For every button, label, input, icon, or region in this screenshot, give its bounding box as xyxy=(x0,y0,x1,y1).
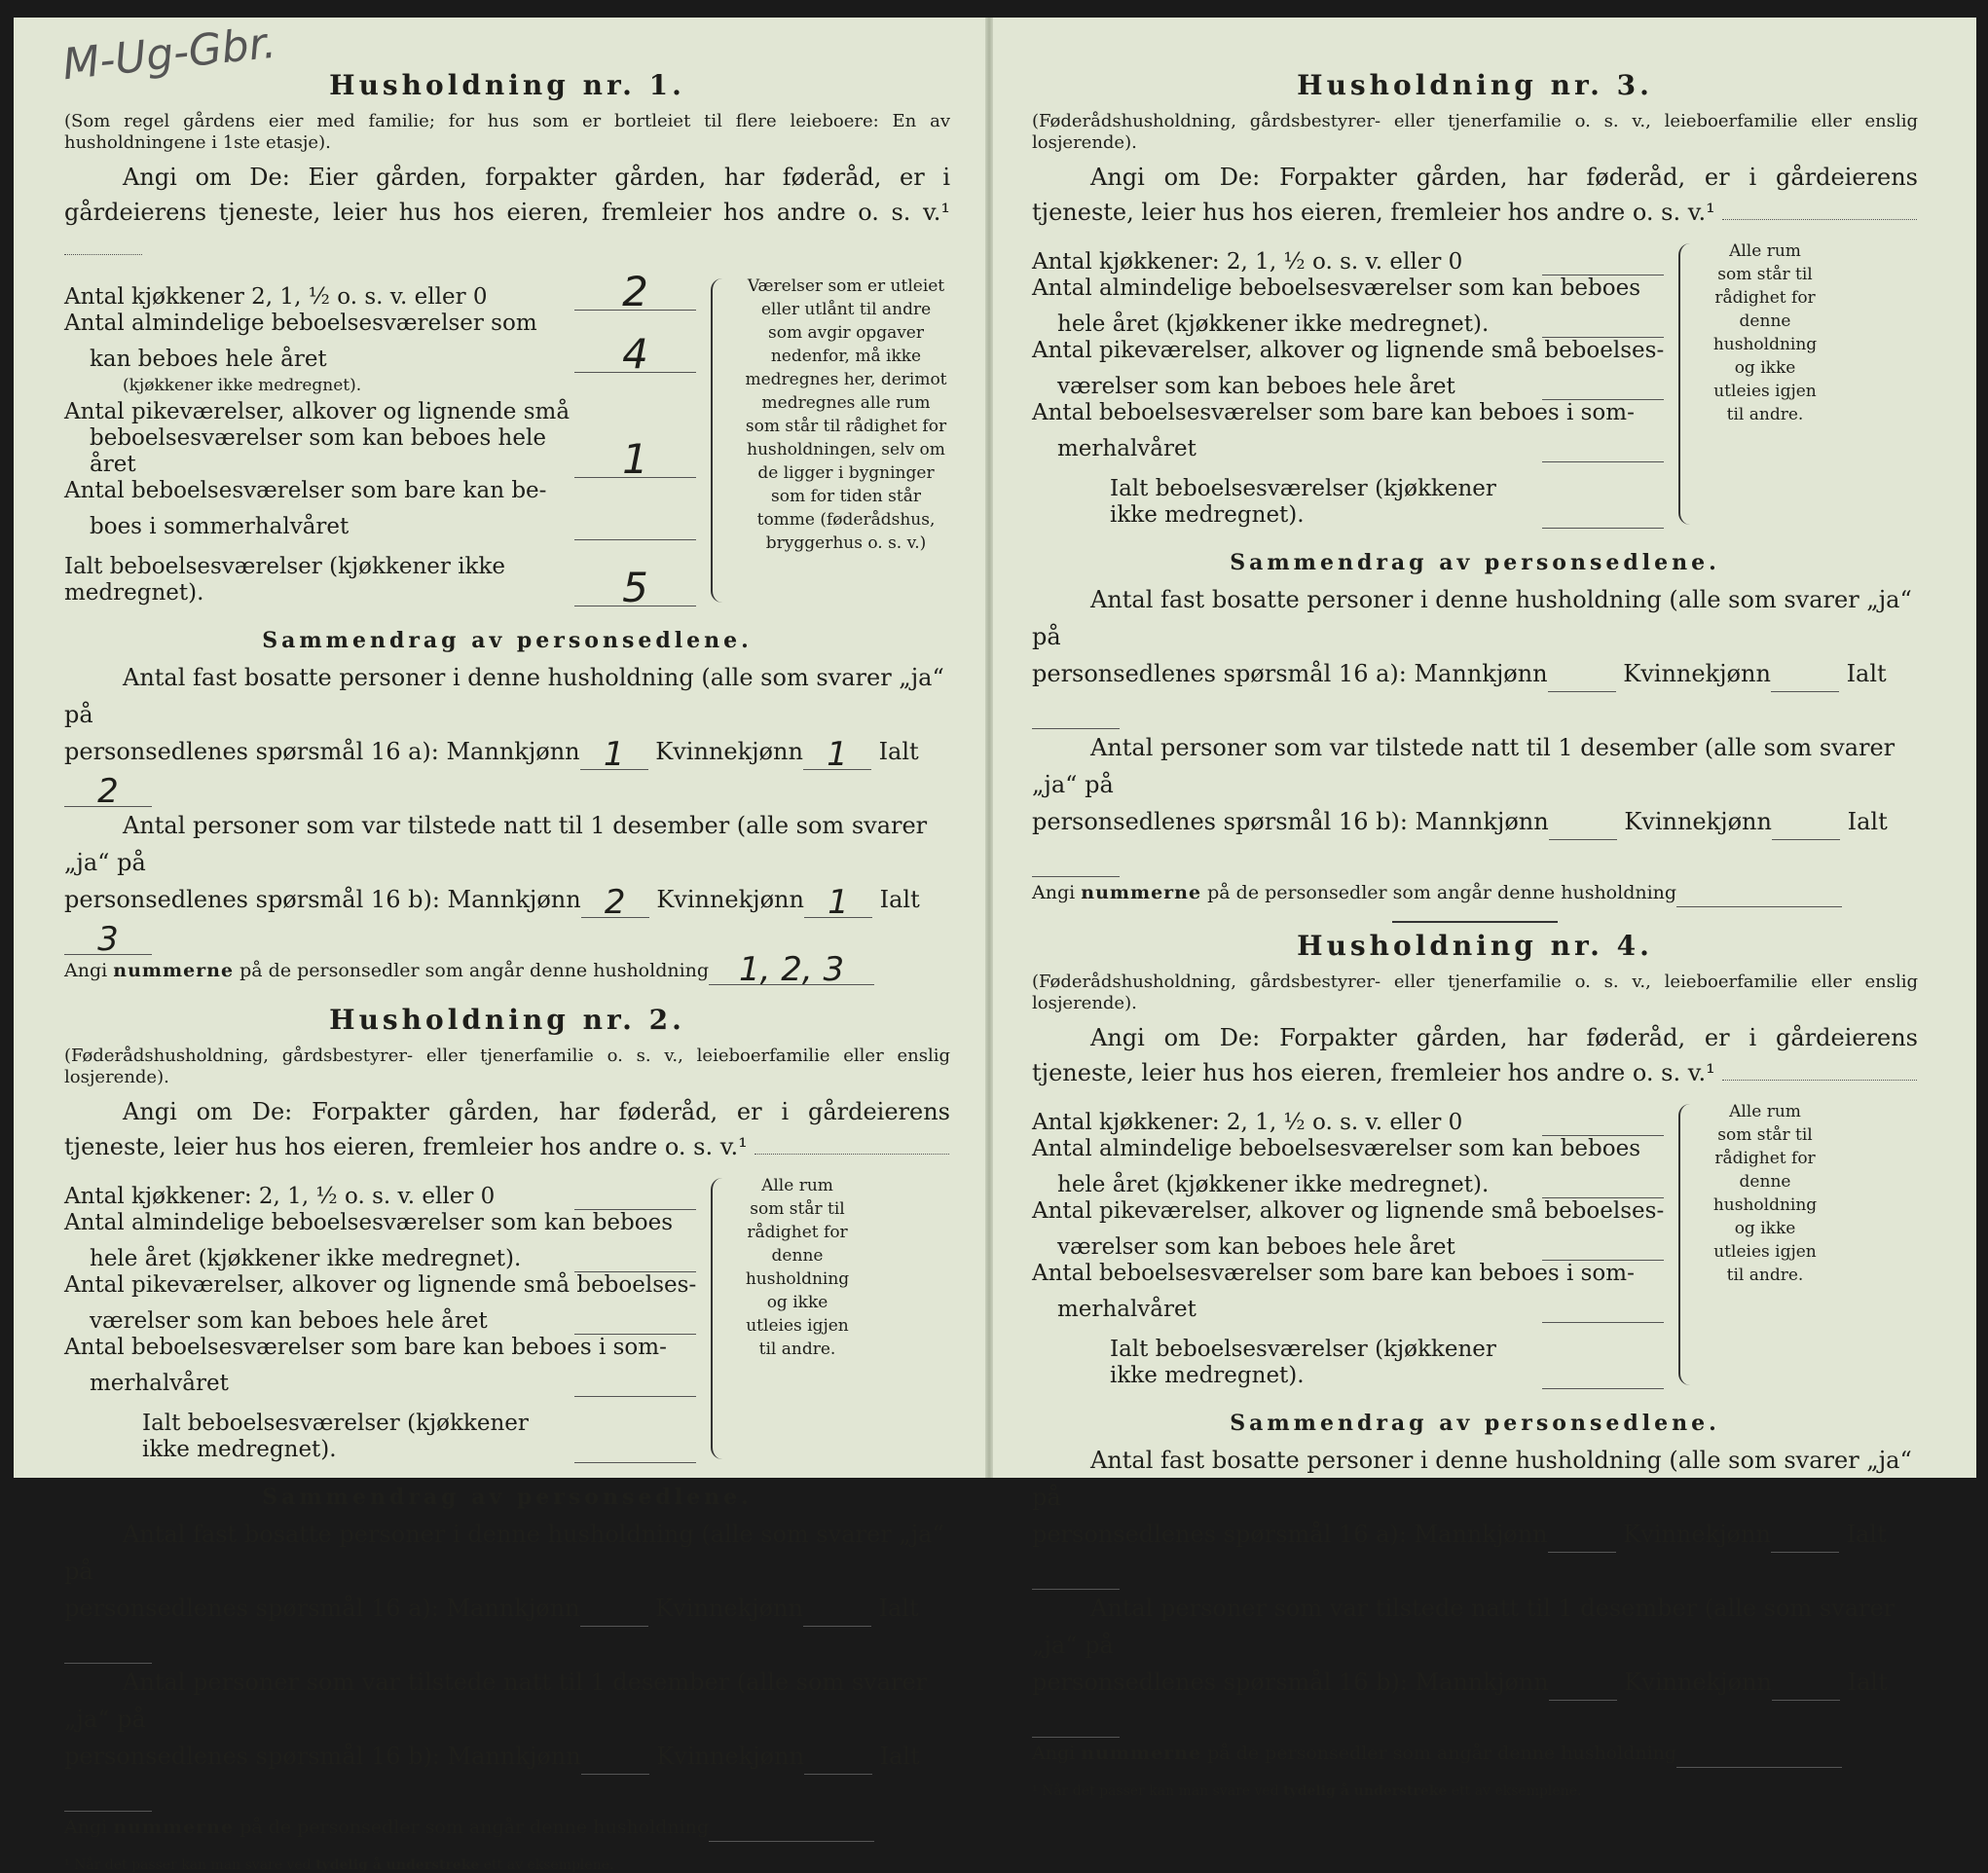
h1-fast-female[interactable]: 1 xyxy=(803,740,871,770)
h4-value-summer[interactable] xyxy=(1542,1287,1664,1323)
h2-fast-female[interactable] xyxy=(803,1597,871,1627)
h2-value-ordinary[interactable] xyxy=(574,1236,696,1272)
h3-value-kitchens[interactable] xyxy=(1542,239,1664,275)
h2-value-small[interactable] xyxy=(574,1299,696,1335)
right-page xyxy=(1032,68,1918,1799)
h2-numbers-value[interactable] xyxy=(709,1812,874,1842)
h4-fast-female[interactable] xyxy=(1771,1523,1839,1553)
h2-present-female[interactable] xyxy=(804,1744,872,1775)
household-3-rooms: Antal kjøkkener: 2, 1, ½ o. s. v. eller 0 Antal almindelige beboelsesværelser som kan beboes hele året (kjøkkener ikke medregnet). Antal pikeværelser, alkover og lignende små beboelses- værelser som kan beboes hele året Antal beboelsesværelser som bare kan beboes i som- merhalvåret Ialt beboelsesværelser (kjøkkener ikke medregnet). Alle rum som står til rådighet for denne husholdning og ikke utleies igjen til andre. xyxy=(1032,241,1818,528)
left-page xyxy=(64,68,950,1873)
h1-summary-title: Sammendrag av personsedlene. xyxy=(262,628,753,653)
h1-numbers-value[interactable]: 1, 2, 3 xyxy=(709,955,874,985)
h3-value-ordinary[interactable] xyxy=(1542,302,1664,338)
h2-summary-title: Sammendrag av personsedlene. xyxy=(262,1485,753,1510)
household-1: Husholdning nr. 1. (Som regel gårdens eier med familie; for hus som er bortleiet til flere leieboere: En av husholdningene i 1ste etasje). Angi om De: Eier gården, forpakter gården, har føderåd, er i gårdeierens tjeneste, leier hus hos eieren, fremleier hos andre o. s. v.¹ Antal kjøkkener 2, 1, ½ o. s. v. eller 0 2 Antal almindelige beboelsesværelser som kan beboes hele året 4 (kjøkkener ikke medregnet). Antal pikeværelser, alkover og lignende små beboelsesværelser som kan beboes hele året 1 Antal beboelsesværelser som bare kan be- boes i sommerhalvåret Ialt beboelsesværelser (kjøkkener ikke medregnet). 5 Værelser som er utleiet eller utlånt til andre som avgir opgaver nedenfor, må ikke medregnes her, derimot medregnes alle rum som står til rådighet for husholdningen, selv om de ligger i bygninger som for tiden står tomme (føderådshus, bryggerhus o. s. v.) Sammendrag av personsedlene. Antal fast bosatte personer i denne husholdning (alle som svarer „ja“ på personsedlenes spørsmål 16 a): Mannkjønn 1 Kvinnekjønn 1 Ialt2 Antal personer som var tilstede natt til 1 desember (alle som svarer „ja“ på personsedlenes spørsmål 16 b): Mannkjønn 2 Kvinnekjønn 1 Ialt3 Angi nummerne på de personsedler som angår denne husholdning 1, 2, 3 xyxy=(64,69,950,989)
h3-side-note: Alle rum som står til rådighet for denne husholdning og ikke utleies igjen til andre. xyxy=(1712,241,1818,424)
h4-present-female[interactable] xyxy=(1772,1671,1840,1701)
household-2-rooms: Antal kjøkkener: 2, 1, ½ o. s. v. eller 0 Antal almindelige beboelsesværelser som kan beboes hele året (kjøkkener ikke medregnet). Antal pikeværelser, alkover og lignende små beboelses- værelser som kan beboes hele året Antal beboelsesværelser som bare kan beboes i som- merhalvåret Ialt beboelsesværelser (kjøkkener ikke medregnet). Alle rum som står til rådighet for denne husholdning og ikke utleies igjen til andre. xyxy=(64,1176,850,1462)
household-3: Husholdning nr. 3. (Føderådshusholdning, gårdsbestyrer- eller tjenerfamilie o. s. v., leieboerfamilie eller enslig losjerende). Angi om De: Forpakter gården, har føderåd, er i gårdeierens tjeneste, leier hus hos eieren, fremleier hos andre o. s. v.¹ Antal kjøkkener: 2, 1, ½ o. s. v. eller 0 Antal almindelige beboelsesværelser som kan beboes hele året (kjøkkener ikke medregnet). Antal pikeværelser, alkover og lignende små beboelses- værelser som kan beboes hele året Antal beboelsesværelser som bare kan beboes i som- merhalvåret Ialt beboelsesværelser (kjøkkener ikke medregnet). Alle rum som står til rådighet for denne husholdning og ikke utleies igjen til andre. Sammendrag av personsedlene. Antal fast bosatte personer i denne husholdning (alle som svarer „ja“ på personsedlenes spørsmål 16 a): Mannkjønn Kvinnekjønn Ialt Antal personer som var tilstede natt til 1 desember (alle som svarer „ja“ på personsedlenes spørsmål 16 b): Mannkjønn Kvinnekjønn Ialt Angi nummerne på de personsedler som angår denne husholdning xyxy=(1032,68,1918,907)
household-4-angi: Angi om De: Forpakter gården, har føderåd, er i gårdeierens tjeneste, leier hus hos eieren, fremleier hos andre o. s. v.¹ xyxy=(1032,1024,1918,1086)
household-1-rooms: Antal kjøkkener 2, 1, ½ o. s. v. eller 0 2 Antal almindelige beboelsesværelser som kan beboes hele året 4 (kjøkkener ikke medregnet). Antal pikeværelser, alkover og lignende små beboelsesværelser som kan beboes hele året 1 Antal beboelsesværelser som bare kan be- boes i sommerhalvåret Ialt beboelsesværelser (kjøkkener ikke medregnet). 5 Værelser som er utleiet eller utlånt til andre som avgir opgaver nedenfor, må ikke medregnes her, derimot medregnes alle rum som står til rådighet for husholdningen, selv om de ligger i bygninger som for tiden står tomme (føderådshus, bryggerhus o. s. v.) xyxy=(64,268,947,611)
household-4-title: Husholdning nr. 4. xyxy=(1297,930,1653,962)
h3-brace xyxy=(1678,243,1706,525)
household-1-title: Husholdning nr. 1. xyxy=(329,69,685,101)
h3-value-small[interactable] xyxy=(1542,364,1664,400)
h1-row-kitchens: Antal kjøkkener 2, 1, ½ o. s. v. eller 0 2 xyxy=(64,275,697,311)
h1-fast-counts: personsedlenes spørsmål 16 a): Mannkjønn 1 Kvinnekjønn 1 Ialt2 xyxy=(64,735,919,811)
h1-present-total[interactable]: 3 xyxy=(64,925,152,955)
h4-numbers-value[interactable] xyxy=(1676,1738,1842,1768)
h4-brace xyxy=(1678,1104,1706,1385)
household-2: Husholdning nr. 2. (Føderådshusholdning, gårdsbestyrer- eller tjenerfamilie o. s. v., leieboerfamilie eller enslig losjerende). Angi om De: Forpakter gården, har føderåd, er i gårdeierens tjeneste, leier hus hos eieren, fremleier hos andre o. s. v.¹ Antal kjøkkener: 2, 1, ½ o. s. v. eller 0 Antal almindelige beboelsesværelser som kan beboes hele året (kjøkkener ikke medregnet). Antal pikeværelser, alkover og lignende små beboelses- værelser som kan beboes hele året Antal beboelsesværelser som bare kan beboes i som- merhalvåret Ialt beboelsesværelser (kjøkkener ikke medregnet). Alle rum som står til rådighet for denne husholdning og ikke utleies igjen til andre. Sammendrag av personsedlene. Antal fast bosatte personer i denne husholdning (alle som svarer „ja“ på personsedlenes spørsmål 16 a): Mannkjønn Kvinnekjønn Ialt Antal personer som var tilstede natt til 1 desember (alle som svarer „ja“ på personsedlenes spørsmål 16 b): Mannkjønn Kvinnekjønn Ialt Angi nummerne på de personsedler som angår denne husholdning ¹ Når det passer kan man svare ved tydelig å understreke ett av eksemplene. xyxy=(64,1004,950,1873)
household-3-title: Husholdning nr. 3. xyxy=(1297,69,1653,101)
h4-side-note: Alle rum som står til rådighet for denne husholdning og ikke utleies igjen til andre. xyxy=(1712,1102,1818,1285)
household-3-note: (Føderådshusholdning, gårdsbestyrer- eller tjenerfamilie o. s. v., leieboerfamilie eller enslig losjerende). xyxy=(1032,111,1918,153)
h4-present-total[interactable] xyxy=(1032,1708,1120,1738)
h3-fast-female[interactable] xyxy=(1771,662,1839,692)
h3-fast-male[interactable] xyxy=(1548,662,1616,692)
h4-summary-title: Sammendrag av personsedlene. xyxy=(1230,1411,1720,1436)
h2-brace xyxy=(711,1178,738,1459)
h3-fast-total[interactable] xyxy=(1032,699,1120,729)
h1-side-note: Værelser som er utleiet eller utlånt til andre som avgir opgaver nedenfor, må ikke medregnes her, derimot medregnes alle rum som står til rådighet for husholdningen, selv om de ligger i bygninger som for tiden står tomme (føderådshus, bryggerhus o. s. v.) xyxy=(745,276,947,553)
h1-value-small[interactable]: 1 xyxy=(574,442,696,478)
h2-present-total[interactable] xyxy=(64,1781,152,1812)
h4-fast-male[interactable] xyxy=(1548,1523,1616,1553)
h2-fast-male[interactable] xyxy=(580,1597,648,1627)
h2-side-note: Alle rum som står til rådighet for denne husholdning og ikke utleies igjen til andre. xyxy=(745,1176,850,1359)
h3-summary-title: Sammendrag av personsedlene. xyxy=(1230,550,1720,575)
h1-fast-male[interactable]: 1 xyxy=(580,740,648,770)
h3-present-female[interactable] xyxy=(1772,810,1840,840)
section-divider xyxy=(1392,921,1558,923)
household-4-rooms: Antal kjøkkener: 2, 1, ½ o. s. v. eller 0 Antal almindelige beboelsesværelser som kan beboes hele året (kjøkkener ikke medregnet). Antal pikeværelser, alkover og lignende små beboelses- værelser som kan beboes hele året Antal beboelsesværelser som bare kan beboes i som- merhalvåret Ialt beboelsesværelser (kjøkkener ikke medregnet). Alle rum som står til rådighet for denne husholdning og ikke utleies igjen til andre. xyxy=(1032,1102,1818,1388)
h1-row-total: Ialt beboelsesværelser (kjøkkener ikke medregnet). 5 xyxy=(64,554,697,606)
h4-value-kitchens[interactable] xyxy=(1542,1100,1664,1136)
h1-brace xyxy=(711,278,738,603)
h1-value-total[interactable]: 5 xyxy=(574,570,696,606)
household-1-note: (Som regel gårdens eier med familie; for hus som er bortleiet til flere leieboere: En av husholdningene i 1ste etasje). xyxy=(64,111,950,153)
handwritten-corner-note: M-Ug-Gbr. xyxy=(59,18,278,91)
h1-fast-total[interactable]: 2 xyxy=(64,777,152,807)
h3-numbers-value[interactable] xyxy=(1676,877,1842,907)
household-4-note: (Føderådshusholdning, gårdsbestyrer- eller tjenerfamilie o. s. v., leieboerfamilie eller enslig losjerende). xyxy=(1032,972,1918,1013)
h3-value-summer[interactable] xyxy=(1542,426,1664,462)
h3-present-total[interactable] xyxy=(1032,847,1120,877)
h1-row-ordinary: kan beboes hele året 4 xyxy=(64,337,697,373)
h1-value-kitchens[interactable]: 2 xyxy=(574,275,696,311)
h1-row-summer: boes i sommerhalvåret xyxy=(64,504,697,540)
h4-value-ordinary[interactable] xyxy=(1542,1162,1664,1198)
household-2-title: Husholdning nr. 2. xyxy=(329,1004,685,1036)
h4-value-small[interactable] xyxy=(1542,1225,1664,1261)
h1-present-female[interactable]: 1 xyxy=(804,888,872,918)
h2-value-kitchens[interactable] xyxy=(574,1174,696,1210)
h4-value-total[interactable] xyxy=(1542,1353,1664,1389)
h2-value-total[interactable] xyxy=(574,1427,696,1463)
h1-row-small: beboelsesværelser som kan beboes hele året 1 xyxy=(64,425,697,478)
h1-present-male[interactable]: 2 xyxy=(581,888,649,918)
h2-present-male[interactable] xyxy=(581,1744,649,1775)
h1-numbers-line: Angi nummerne på de personsedler som angår denne husholdning 1, 2, 3 xyxy=(64,955,950,985)
h1-value-ordinary[interactable]: 4 xyxy=(574,337,696,373)
household-3-angi: Angi om De: Forpakter gården, har føderåd, er i gårdeierens tjeneste, leier hus hos eieren, fremleier hos andre o. s. v.¹ xyxy=(1032,164,1918,226)
left-footnote: ¹ Når det passer kan man svare ved tydelig å understreke ett av eksemplene. xyxy=(64,1857,614,1873)
household-4: Husholdning nr. 4. (Føderådshusholdning, gårdsbestyrer- eller tjenerfamilie o. s. v., leieboerfamilie eller enslig losjerende). Angi om De: Forpakter gården, har føderåd, er i gårdeierens tjeneste, leier hus hos eieren, fremleier hos andre o. s. v.¹ Antal kjøkkener: 2, 1, ½ o. s. v. eller 0 Antal almindelige beboelsesværelser som kan beboes hele året (kjøkkener ikke medregnet). Antal pikeværelser, alkover og lignende små beboelses- værelser som kan beboes hele året Antal beboelsesværelser som bare kan beboes i som- merhalvåret Ialt beboelsesværelser (kjøkkener ikke medregnet). Alle rum som står til rådighet for denne husholdning og ikke utleies igjen til andre. Sammendrag av personsedlene. Antal fast bosatte personer i denne husholdning (alle som svarer „ja“ på personsedlenes spørsmål 16 a): Mannkjønn Kvinnekjønn Ialt Antal personer som var tilstede natt til 1 desember (alle som svarer „ja“ på personsedlenes spørsmål 16 b): Mannkjønn Kvinnekjønn Ialt Angi nummerne på de personsedler som angår denne husholdning ¹ Når det passer kan man svare ved tydelig å understreke ett av eksemplene. xyxy=(1032,930,1918,1799)
h4-present-male[interactable] xyxy=(1549,1671,1617,1701)
h4-fast-total[interactable] xyxy=(1032,1560,1120,1590)
h2-value-summer[interactable] xyxy=(574,1361,696,1397)
h1-present-counts: personsedlenes spørsmål 16 b): Mannkjønn 2 Kvinnekjønn 1 Ialt3 xyxy=(64,883,920,959)
h3-present-male[interactable] xyxy=(1549,810,1617,840)
h1-value-summer[interactable] xyxy=(574,504,696,540)
right-footnote: ¹ Når det passer kan man svare ved tydelig å understreke ett av eksemplene. xyxy=(1032,1783,1582,1799)
h3-value-total[interactable] xyxy=(1542,493,1664,529)
page-fold xyxy=(985,18,993,1478)
household-2-note: (Føderådshusholdning, gårdsbestyrer- eller tjenerfamilie o. s. v., leieboerfamilie eller enslig losjerende). xyxy=(64,1046,950,1087)
h2-fast-total[interactable] xyxy=(64,1634,152,1664)
household-2-angi: Angi om De: Forpakter gården, har føderåd, er i gårdeierens tjeneste, leier hus hos eieren, fremleier hos andre o. s. v.¹ xyxy=(64,1098,950,1160)
household-1-angi: Angi om De: Eier gården, forpakter gården, har føderåd, er i gårdeierens tjeneste, leier hus hos eieren, fremleier hos andre o. s. v.¹ xyxy=(64,160,950,265)
